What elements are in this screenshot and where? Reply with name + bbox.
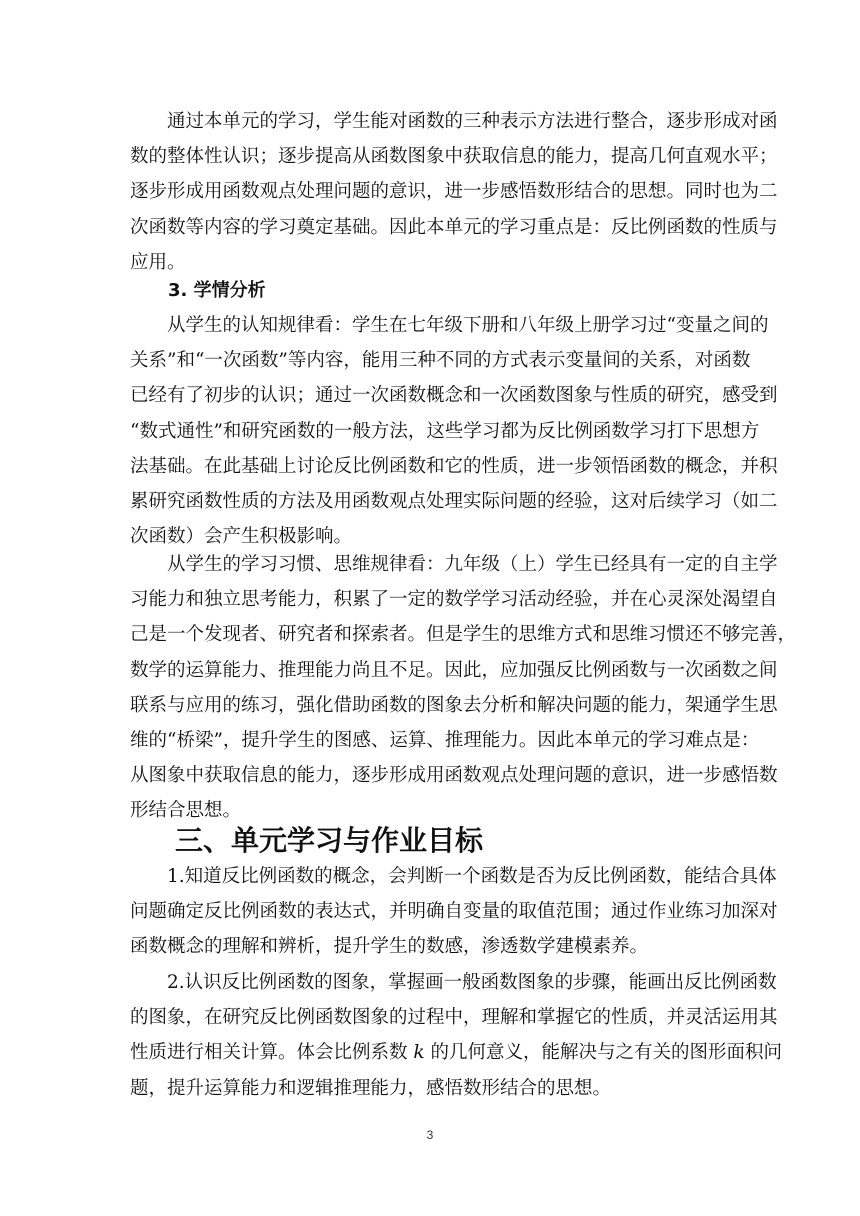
main-heading-unit-goals: 三、单元学习与作业目标 — [175, 824, 484, 857]
text-segment: 的几何意义，能解决与之有关的图形面积问 — [430, 1042, 783, 1064]
text-line: 已经有了初步的认识；通过一次函数概念和一次函数图象与性质的研究，感受到 — [130, 385, 778, 407]
section-heading-learner-analysis: 3. 学情分析 — [168, 280, 266, 301]
page-number: 3 — [426, 1128, 434, 1142]
cognitive-paragraph — [130, 308, 778, 554]
text-line: 从图象中获取信息的能力，逐步形成用函数观点处理问题的意识，进一步感悟数 — [130, 765, 778, 787]
text-line: 从学生的学习习惯、思维规律看：九年级（上）学生已经具有一定的自主学 — [167, 554, 778, 575]
math-variable-k: k — [413, 1042, 425, 1064]
goal-2-paragraph — [130, 965, 783, 1106]
text-line: 应用。 — [130, 251, 186, 273]
text-line: 累研究函数性质的方法及用函数观点处理实际问题的经验，这对后续学习（如二 — [130, 490, 778, 512]
text-line: 1.知道反比例函数的概念，会判断一个函数是否为反比例函数，能结合具体 — [167, 866, 777, 887]
text-line: 通过本单元的学习，学生能对函数的三种表示方法进行整合，逐步形成对函 — [167, 111, 778, 132]
text-line: 数学的运算能力、推理能力尚且不足。因此，应加强反比例函数与一次函数之间 — [130, 659, 778, 681]
text-line: 函数概念的理解和辨析，提升学生的数感，渗透数学建模素养。 — [130, 936, 649, 958]
text-line: 次函数等内容的学习奠定基础。因此本单元的学习重点是：反比例函数的性质与 — [130, 216, 778, 238]
text-line — [130, 1035, 783, 1070]
text-line: 形结合思想。 — [130, 800, 242, 822]
text-line: 2.认识反比例函数的图象，掌握画一般函数图象的步骤，能画出反比例函数 — [167, 972, 777, 993]
intro-paragraph — [130, 104, 778, 280]
text-line: 题，提升运算能力和逻辑推理能力，感悟数形结合的思想。 — [130, 1077, 612, 1099]
text-line: 逐步形成用函数观点处理问题的意识，进一步感悟数形结合的思想。同时也为二 — [130, 181, 778, 203]
text-line: 维的“桥梁”，提升学生的图感、运算、推理能力。因此本单元的学习难点是： — [130, 729, 760, 751]
text-line: 联系与应用的练习，强化借助函数的图象去分析和解决问题的能力，架通学生思 — [130, 694, 778, 716]
text-line: 关系”和“一次函数”等内容，能用三种不同的方式表示变量间的关系，对函数 — [130, 350, 751, 372]
text-line: 数的整体性认识；逐步提高从函数图象中获取信息的能力，提高几何直观水平； — [130, 146, 778, 168]
text-line: “数式通性”和研究函数的一般方法，这些学习都为反比例函数学习打下思想方 — [130, 420, 760, 442]
goal-1-paragraph — [130, 859, 778, 965]
text-line: 己是一个发现者、研究者和探索者。但是学生的思维方式和思维习惯还不够完善， — [130, 624, 797, 646]
text-line: 的图象，在研究反比例函数图象的过程中，理解和掌握它的性质，并灵活运用其 — [130, 1007, 778, 1029]
text-line: 问题确定反比例函数的表达式，并明确自变量的取值范围；通过作业练习加深对 — [130, 901, 778, 923]
text-line: 法基础。在此基础上讨论反比例函数和它的性质，进一步领悟函数的概念，并积 — [130, 455, 778, 477]
text-line: 次函数）会产生积极影响。 — [130, 526, 353, 548]
text-line: 习能力和独立思考能力，积累了一定的数学学习活动经验，并在心灵深处渴望自 — [130, 589, 778, 611]
habits-paragraph — [130, 547, 797, 829]
text-segment: 性质进行相关计算。体会比例系数 — [130, 1042, 408, 1064]
text-line: 从学生的认知规律看：学生在七年级下册和八年级上册学习过“变量之间的 — [167, 315, 769, 336]
